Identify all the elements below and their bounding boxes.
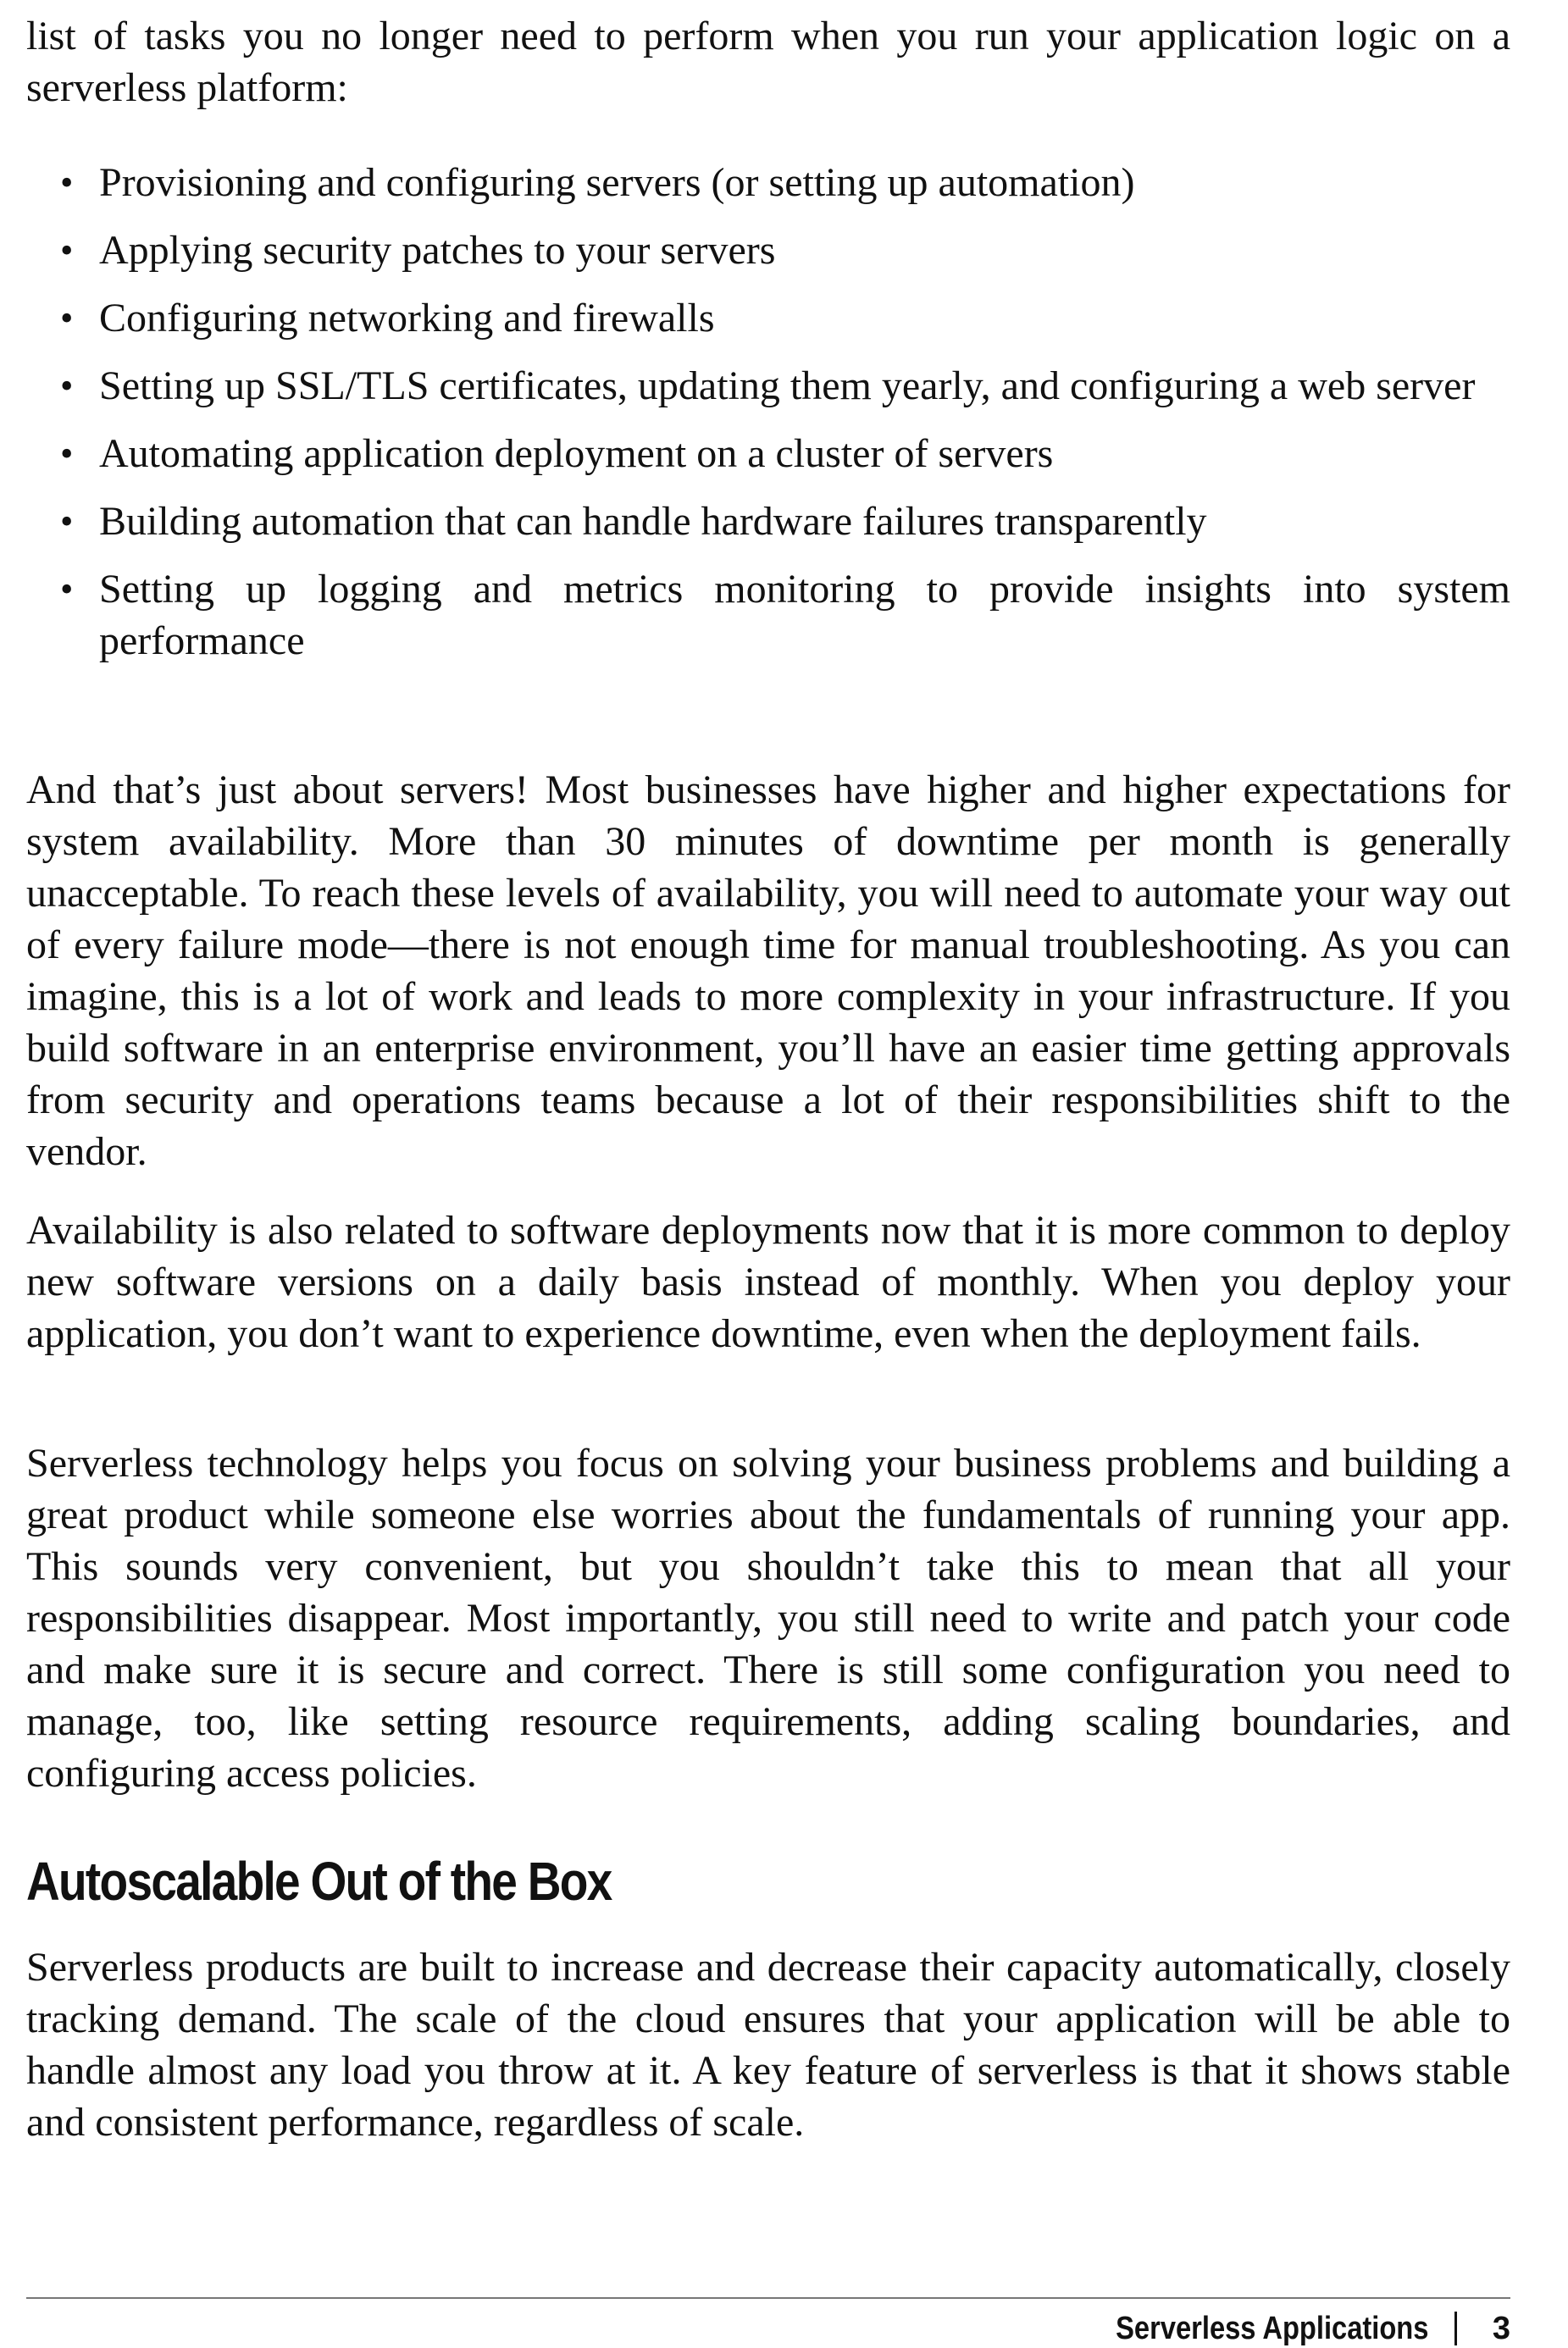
bullet-icon: • — [60, 501, 74, 542]
task-item — [26, 496, 1510, 547]
footer-divider — [26, 2297, 1510, 2299]
page-footer — [1065, 2309, 1510, 2348]
task-text: Applying security patches to your servers — [99, 228, 776, 273]
task-text: Automating application deployment on a cluster of servers — [99, 431, 1054, 476]
task-item — [26, 428, 1510, 479]
footer-section-title: Serverless Applications — [1116, 2310, 1429, 2346]
task-text: Configuring networking and firewalls — [99, 296, 715, 341]
bullet-icon: • — [60, 365, 74, 407]
task-text: Building automation that can handle hardware failures transparently — [99, 499, 1207, 544]
responsibilities-paragraph: Serverless technology helps you focus on solving your business problems and building a great product while someone else worries about the fundamentals of running your app. This sounds very convenient, but you shouldn’t take this to mean that all your responsibilities disappear. Most importantly, you still need to write and patch your code and make sure it is secure and correct. There is still some configuration you need to manage, too, like setting resource requirements, adding scaling boundaries, and configuring access policies. — [26, 1441, 1510, 1796]
bullet-icon: • — [60, 162, 74, 203]
task-text: Setting up logging and metrics monitoring to provide insights into system performance — [99, 567, 1510, 663]
section-heading: Autoscalable Out of the Box — [26, 1851, 612, 1912]
task-item — [26, 157, 1510, 208]
availability-paragraph: And that’s just about servers! Most businesses have higher and higher expectations for system availability. More than 30 minutes of downtime per month is generally unacceptable. To reach these levels of availability, you will need to automate your way out of every failure mode—there is not enough time for manual troubleshooting. As you can imagine, this is a lot of work and leads to more complexity in your infrastructure. If you build software in an enterprise environment, you’ll have an easier time getting approvals from security and operations teams because a lot of their responsibilities shift to the vendor. — [26, 767, 1510, 1174]
deployment-paragraph: Availability is also related to software deployments now that it is more common to deploy new software versions on a daily basis instead of monthly. When you deploy your application, you don’t want to experience downtime, even when the deployment fails. — [26, 1208, 1510, 1356]
bullet-icon: • — [60, 230, 74, 271]
task-list — [26, 157, 1510, 683]
intro-text: list of tasks you no longer need to perform when you run your application logic on a serverless platform: — [26, 14, 1510, 110]
bullet-icon: • — [60, 297, 74, 339]
task-item — [26, 292, 1510, 344]
bullet-icon: • — [60, 568, 74, 610]
task-text: Provisioning and configuring servers (or setting up automation) — [99, 160, 1135, 205]
task-item — [26, 360, 1510, 412]
task-text: Setting up SSL/TLS certificates, updating them yearly, and configuring a web server — [99, 363, 1476, 408]
page-number: 3 — [1492, 2310, 1510, 2346]
task-item — [26, 224, 1510, 276]
footer-separator — [1454, 2312, 1457, 2345]
autoscale-paragraph: Serverless products are built to increase and decrease their capacity automatically, closely tracking demand. The scale of the cloud ensures that your application will be able to handle almost any load you throw at it. A key feature of serverless is that it shows stable and consistent performance, regardless of scale. — [26, 1945, 1510, 2145]
task-item — [26, 563, 1510, 667]
bullet-icon: • — [60, 433, 74, 474]
